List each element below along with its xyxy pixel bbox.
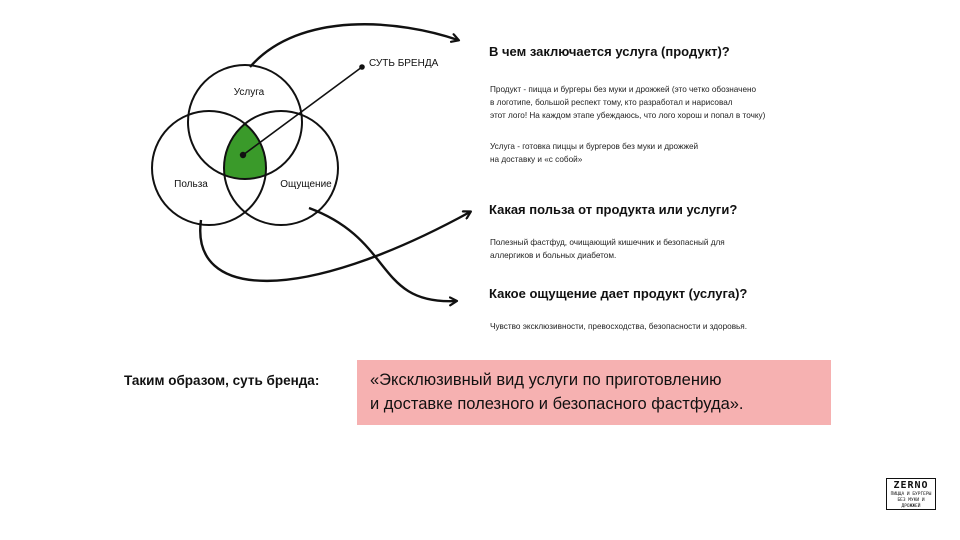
- core-dot: [240, 152, 246, 158]
- core-pointer-line: [243, 67, 362, 155]
- question-2-title: Какая польза от продукта или услуги?: [489, 202, 738, 217]
- question-1-text-2: Услуга - готовка пиццы и бургеров без муки и дрожжей на доставку и «с собой»: [490, 142, 699, 164]
- core-label-dot: [359, 64, 365, 70]
- summary-label: Таким образом, суть бренда:: [124, 373, 320, 388]
- feeling-label: Ощущение: [280, 179, 332, 190]
- benefit-arrow: [200, 212, 470, 281]
- question-1-text: Продукт - пицца и бургеры без муки и дрожжей (это четко обозначено в логотипе, большой респект тому, кто разработал и нарисовал этот лого! На каждом этапе убеждаюсь, что лого хорош и попал в точку): [490, 85, 766, 120]
- logo-text: ZERNO: [893, 480, 929, 491]
- service-label: Услуга: [233, 87, 265, 98]
- zerno-logo: [886, 478, 936, 510]
- question-1-title: В чем заключается услуга (продукт)?: [489, 44, 730, 59]
- logo-subtext: ПИЦЦА И БУРГЕРЫ БЕЗ МУКИ И ДРОЖЖЕЙ: [890, 492, 932, 509]
- core-label: СУТЬ БРЕНДА: [369, 58, 439, 69]
- benefit-label: Польза: [174, 179, 208, 190]
- question-2-text: Полезный фастфуд, очищающий кишечник и безопасный для аллергиков и больных диабетом.: [490, 238, 725, 260]
- question-3-text: Чувство эксклюзивности, превосходства, безопасности и здоровья.: [490, 322, 748, 331]
- question-3-title: Какое ощущение дает продукт (услуга)?: [489, 286, 748, 301]
- brand-essence-quote: «Эксклюзивный вид услуги по приготовлению и доставке полезного и безопасного фастфуда».: [357, 360, 831, 425]
